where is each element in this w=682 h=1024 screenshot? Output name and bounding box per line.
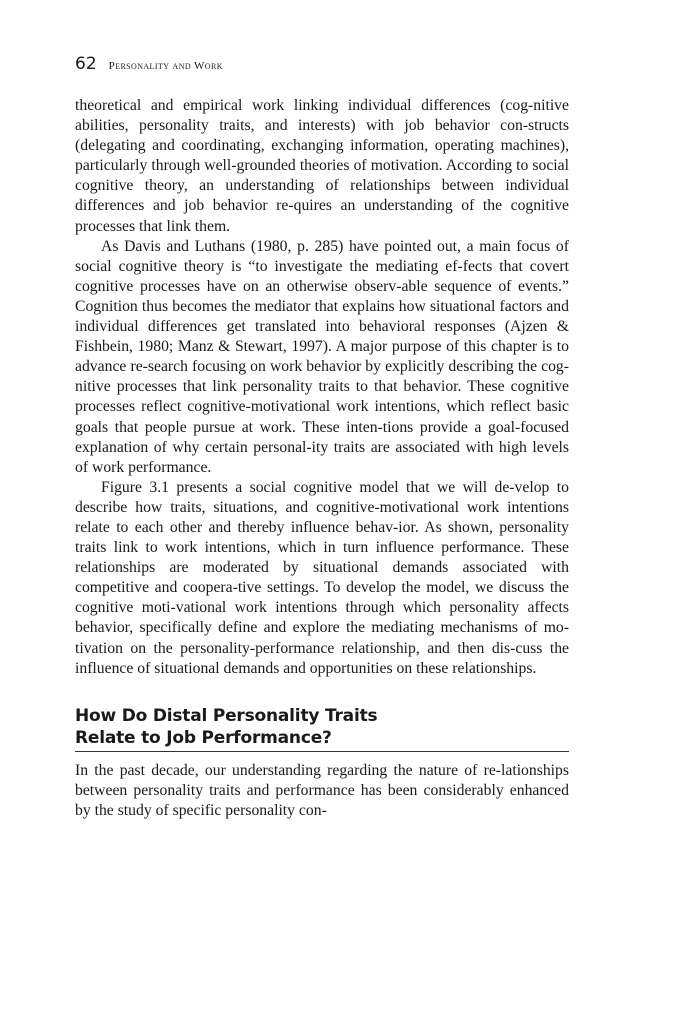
section-heading-line-2: Relate to Job Performance? bbox=[75, 727, 332, 748]
section-heading bbox=[75, 705, 569, 752]
paragraph-1: theoretical and empirical work linking individual differences (cog-nitive abilities, personality traits, and interests) with job behavior con-structs (delegating and coordinating, exchanging information, operating machines), particularly through well-grounded theories of motivation. According to social cognitive theory, an understanding of relationships between individual differences and job behavior re-quires an understanding of the cognitive processes that link them. bbox=[75, 97, 569, 235]
section-paragraph-1: In the past decade, our understanding regarding the nature of re-lationships between personality traits and performance has been considerably enhanced by the study of specific personality con- bbox=[75, 761, 569, 819]
page-number: 62 bbox=[75, 54, 97, 74]
paragraph-3: Figure 3.1 presents a social cognitive model that we will de-velop to describe how traits, situations, and cognitive-motivational work intentions relate to each other and thereby influence behav-ior. As shown, personality traits link to work intentions, which in turn influence performance. These relationships are moderated by situational demands associated with competitive and coopera-tive settings. To develop the model, we discuss the cognitive moti-vational work intentions through which personality affects behavior, specifically define and explore the mediating mechanisms of mo-tivation on the personality-performance relationship, and then dis-cuss the influence of situational demands and opportunities on these relationships. bbox=[75, 478, 569, 677]
section-heading-line-1: How Do Distal Personality Traits bbox=[75, 705, 378, 726]
body-text bbox=[75, 96, 569, 821]
book-page bbox=[75, 52, 569, 821]
paragraph-2: As Davis and Luthans (1980, p. 285) have pointed out, a main focus of social cognitive theory is “to investigate the mediating ef-fects that covert cognitive processes have on an otherwise observ-able sequence of events.” Cognition thus becomes the mediator that explains how situational factors and individual differences get translated into behavioral responses (Ajzen & Fishbein, 1980; Manz & Stewart, 1997). A major purpose of this chapter is to advance re-search focusing on work behavior by explicitly describing the cog-nitive processes that link personality traits to that behavior. These cognitive processes reflect cognitive-motivational work intentions, which reflect basic goals that people pursue at work. These inten-tions provide a goal-focused explanation of why certain personal-ity traits are associated with high levels of work performance. bbox=[75, 237, 569, 476]
running-head bbox=[75, 52, 569, 76]
running-title: Personality and Work bbox=[108, 60, 223, 72]
